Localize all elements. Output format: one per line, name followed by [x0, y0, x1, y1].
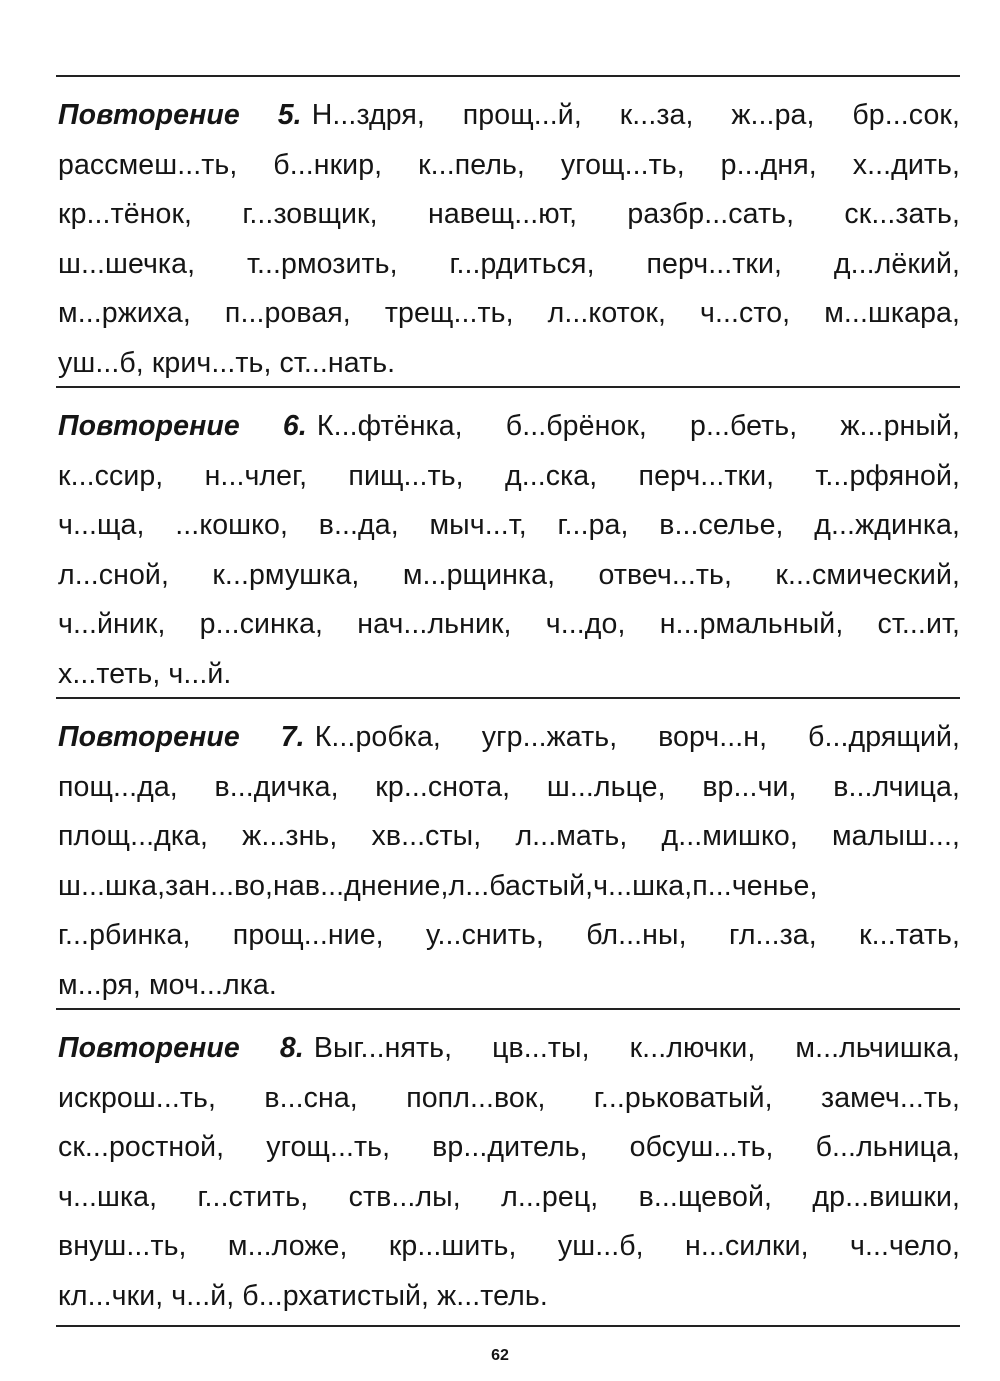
- exercise-repetition-7: [58, 713, 960, 1010]
- exercise-repetition-8: [58, 1024, 960, 1321]
- exercise-line: искрош...ть, в...сна, попл...вок, г...рьковатый, замеч...ть,: [58, 1081, 960, 1114]
- exercise-line: [58, 713, 960, 763]
- exercise-text: Н...здря, прощ...й, к...за, ж...ра, бр...сок,: [311, 99, 960, 131]
- exercise-line: пощ...да, в...дичка, кр...снота, ш...льце, вр...чи, в...лчица,: [58, 770, 960, 803]
- exercise-text: К...робка, угр...жать, ворч...н, б...дрящий,: [314, 721, 960, 753]
- top-rule: [56, 75, 960, 77]
- exercise-line: ч...йник, р...синка, нач...льник, ч...до, н...рмальный, ст...ит,: [58, 608, 960, 640]
- exercise-line: [58, 91, 960, 141]
- section-divider: [56, 697, 960, 699]
- exercise-heading: Повторение 5.: [58, 99, 302, 131]
- exercise-repetition-6: [58, 402, 960, 699]
- exercise-text: Выг...нять, цв...ты, к...лючки, м...льчишка,: [313, 1032, 960, 1064]
- bottom-rule: [56, 1325, 960, 1327]
- exercise-line: ск...ростной, угощ...ть, вр...дитель, обсуш...ть, б...льница,: [58, 1131, 960, 1163]
- exercise-line: кл...чки, ч...й, б...рхатистый, ж...тель.: [58, 1279, 548, 1312]
- exercise-line: кр...тёнок, г...зовщик, навещ...ют, разбр...сать, ск...зать,: [58, 198, 960, 230]
- exercise-line: ш...шечка, т...рмозить, г...рдиться, перч...тки, д...лёкий,: [58, 247, 960, 280]
- exercise-heading: Повторение 7.: [58, 721, 305, 753]
- exercise-repetition-5: [58, 91, 960, 388]
- exercise-line: [58, 1024, 960, 1074]
- section-divider: [56, 1008, 960, 1010]
- exercise-line: [58, 402, 960, 452]
- exercise-line: площ...дка, ж...знь, хв...сты, л...мать, д...мишко, малыш...,: [58, 820, 960, 852]
- exercise-line: ч...шка, г...стить, ств...лы, л...рец, в...щевой, др...вишки,: [58, 1180, 960, 1213]
- page-number: 62: [491, 1347, 509, 1364]
- exercise-line: уш...б, крич...ть, ст...нать.: [58, 346, 396, 379]
- exercise-line: рассмеш...ть, б...нкир, к...пель, угощ...ть, р...дня, х...дить,: [58, 148, 960, 181]
- exercise-line: к...ссир, н...члег, пищ...ть, д...ска, перч...тки, т...рфяной,: [58, 459, 960, 492]
- exercise-heading: Повторение 6.: [58, 410, 307, 442]
- exercise-line: л...сной, к...рмушка, м...рщинка, отвеч...ть, к...смический,: [58, 558, 960, 591]
- exercise-heading: Повторение 8.: [58, 1032, 304, 1064]
- exercise-line: х...теть, ч...й.: [58, 657, 232, 690]
- exercise-text: К...фтёнка, б...брёнок, р...беть, ж...рный,: [316, 410, 960, 442]
- exercise-line: г...рбинка, прощ...ние, у...снить, бл...ны, гл...за, к...тать,: [58, 919, 960, 951]
- exercise-line: ч...ща, ...кошко, в...да, мыч...т, г...ра, в...селье, д...ждинка,: [58, 509, 960, 541]
- section-divider: [56, 386, 960, 388]
- exercise-line: м...ржиха, п...ровая, трещ...ть, л...коток, ч...сто, м...шкара,: [58, 297, 960, 329]
- exercise-line: м...ря, моч...лка.: [58, 968, 277, 1001]
- exercise-line: ш...шка,зан...во,нав...днение,л...бастый,ч...шка,п...ченье,: [58, 869, 818, 902]
- exercise-line: внуш...ть, м...ложе, кр...шить, уш...б, н...силки, ч...чело,: [58, 1230, 960, 1262]
